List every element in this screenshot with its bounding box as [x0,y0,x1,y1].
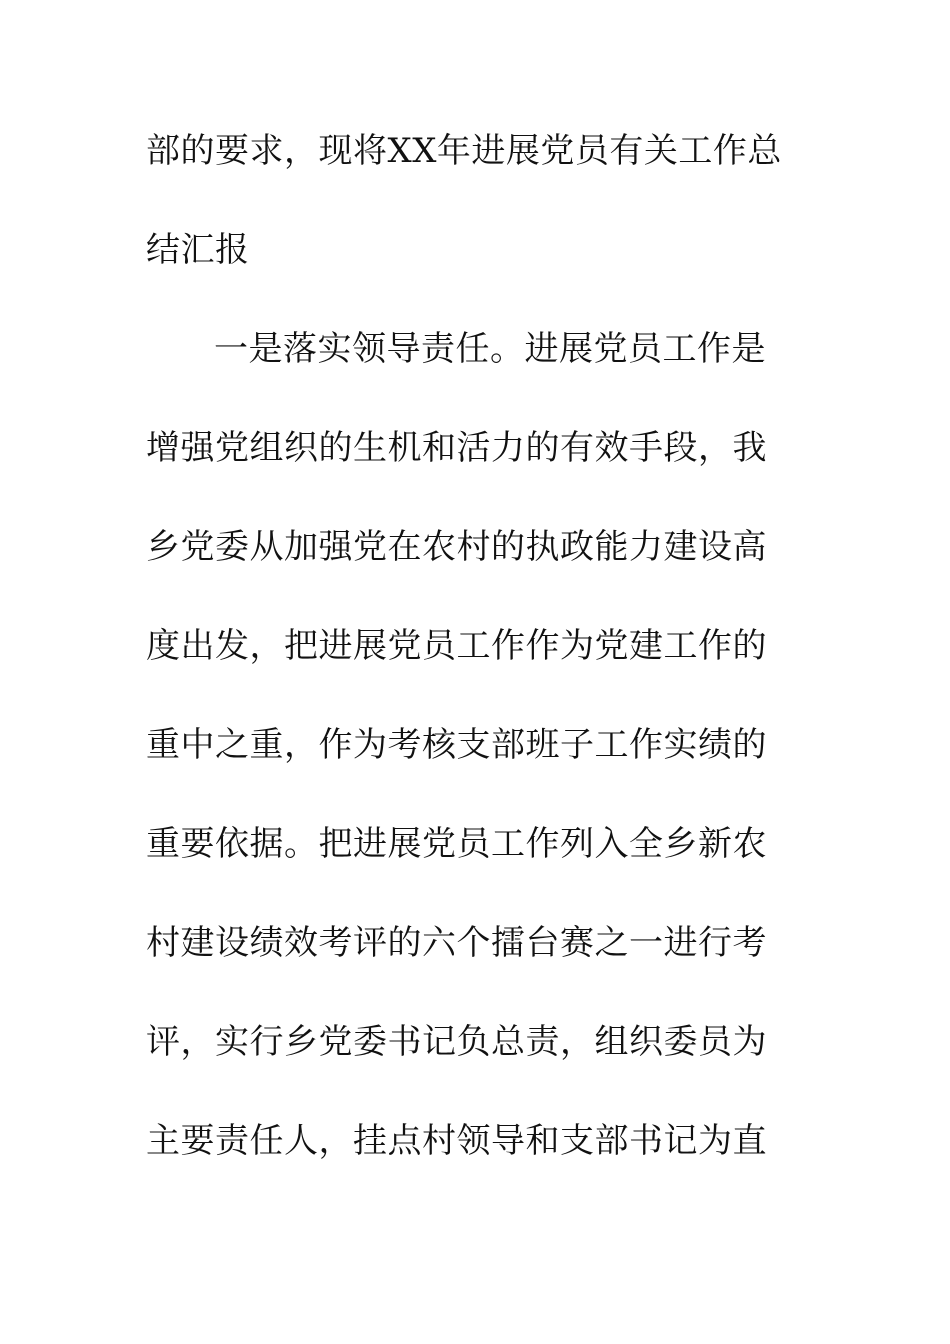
text-line: 村建设绩效考评的六个擂台赛之一进行考 [146,923,767,963]
text-line: 评，实行乡党委书记负总责，组织委员为 [146,1022,767,1062]
text-line: 主要责任人，挂点村领导和支部书记为直 [146,1121,767,1161]
text-line: 度出发，把进展党员工作作为党建工作的 [146,626,767,666]
text-line: 重要依据。把进展党员工作列入全乡新农 [146,824,767,864]
body-text [146,118,796,1207]
text-line: 部的要求，现将XX年进展党员有关工作总 [146,131,782,171]
text-line: 重中之重，作为考核支部班子工作实绩的 [146,725,767,765]
text-line: 增强党组织的生机和活力的有效手段，我 [146,428,767,468]
paragraph-start-line: 一是落实领导责任。进展党员工作是 [214,329,766,369]
text-line: 乡党委从加强党在农村的执政能力建设高 [146,527,767,567]
text-line: 结汇报 [146,230,250,270]
